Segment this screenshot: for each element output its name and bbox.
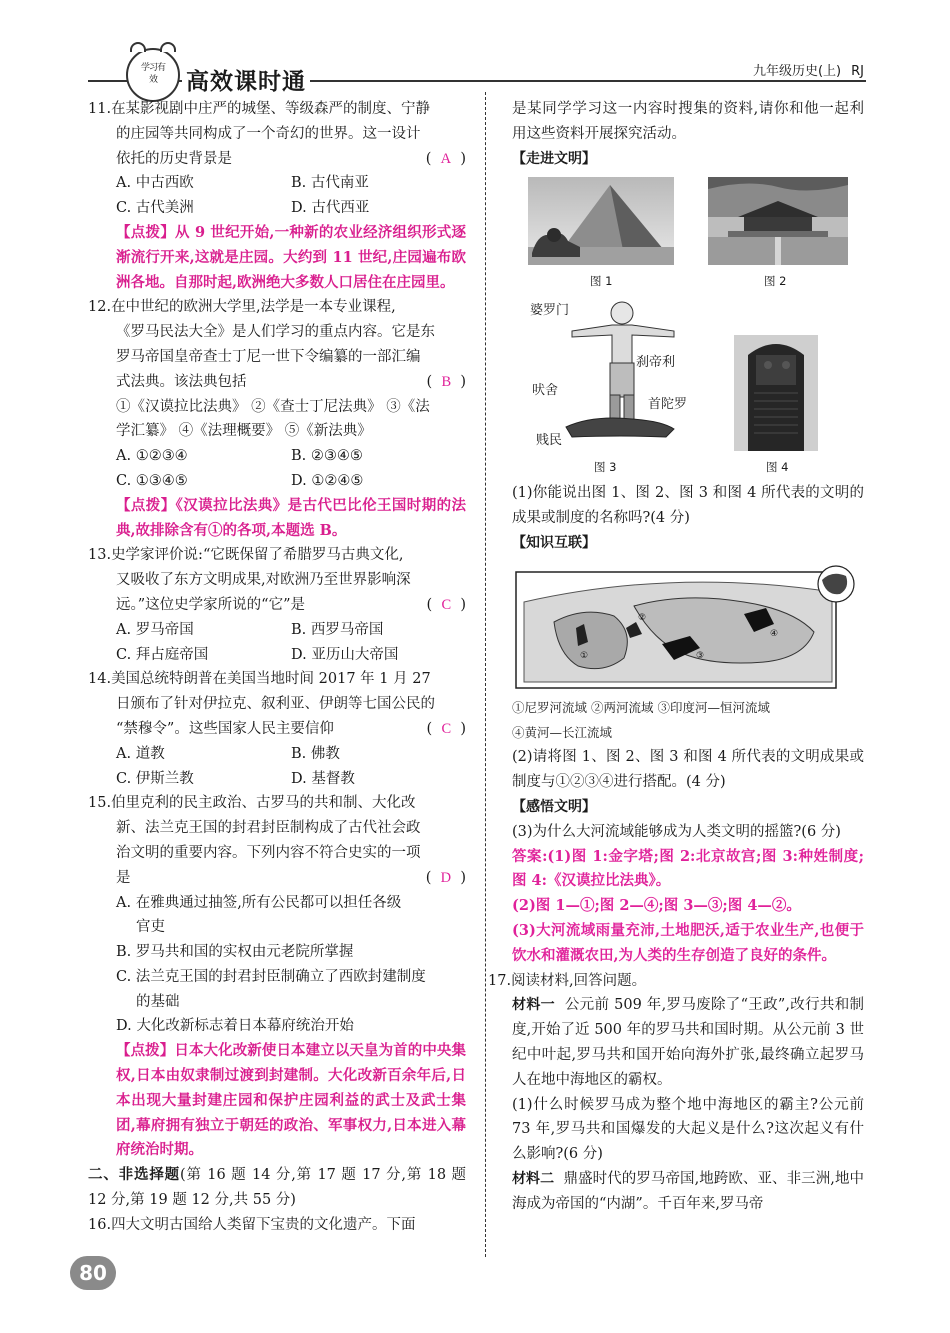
question-text: 治文明的重要内容。下列内容不符合史实的一项: [116, 844, 421, 861]
answer-text: (1)图 1:金字塔;图 2:北京故宫;图 3:种姓制度;图 4:《汉谟拉比法典》。: [512, 847, 864, 890]
option-continued: 官吏: [136, 919, 165, 936]
material-label: 材料二: [512, 1170, 555, 1187]
option: C. 拜占庭帝国: [116, 646, 209, 663]
world-map-icon: [514, 562, 860, 692]
question-text: 伯里克利的民主政治、古罗马的共和制、大化改: [111, 795, 416, 812]
palace-icon: [708, 177, 848, 265]
option: B. 罗马共和国的实权由元老院所掌握: [116, 944, 354, 961]
option: D. 基督教: [291, 770, 355, 787]
option: A. 罗马帝国: [116, 621, 194, 638]
option: A. 在雅典通过抽签,所有公民都可以担任各级: [116, 894, 402, 911]
option: A. ①②③④: [116, 448, 188, 465]
question-text: 是: [116, 869, 131, 886]
map-marker-2: ②: [638, 612, 647, 623]
sub-question-16-1: (1)你能说出图 1、图 2、图 3 和图 4 所代表的文明的成果或制度的名称吗?(4 分): [512, 485, 864, 527]
answer-choice: C: [441, 596, 452, 613]
page-header: [0, 0, 950, 110]
question-text: 式法典。该法典包括: [116, 373, 247, 390]
question-17: [488, 969, 864, 994]
map-marker-3: ③: [696, 650, 705, 661]
stele-icon: [734, 335, 818, 451]
caste-label-shudra: 首陀罗: [648, 397, 688, 413]
option: D. 大化改新标志着日本幕府统治开始: [116, 1018, 354, 1035]
map-marker-4: ④: [770, 628, 779, 639]
option: C. 古代美洲: [116, 200, 194, 217]
option-list: [88, 742, 466, 792]
pyramid-icon: [528, 177, 674, 265]
option-list: [88, 171, 466, 221]
question-text: 日颁布了针对伊拉克、叙利亚、伊朗等七国公民的: [116, 696, 435, 713]
question-text: 阅读材料,回答问题。: [511, 972, 647, 989]
grade-subject: 九年级历史(上): [752, 64, 842, 79]
material-2: [512, 1167, 864, 1217]
material-1: [512, 993, 864, 1092]
hint-tag: 【点拨】: [116, 1042, 175, 1060]
section-tag-feel: 【感悟文明】: [512, 798, 596, 815]
answer-bracket: ( D ): [425, 869, 466, 886]
option: A. 中古西欧: [116, 175, 194, 192]
question-16-continued: 是某同学学习这一内容时搜集的资料,请你和他一起利用这些资料开展探究活动。: [512, 101, 864, 142]
answer-bracket: ( A ): [425, 150, 466, 167]
hint-note: [88, 221, 466, 295]
option: C. 伊斯兰教: [116, 770, 194, 787]
option: B. 古代南亚: [291, 175, 369, 192]
question-text: 依托的历史背景是: [116, 150, 232, 167]
option: D. 亚历山大帝国: [291, 646, 399, 663]
map-marker-1: ①: [580, 650, 589, 661]
option-list: [88, 444, 466, 494]
question-14: [88, 667, 466, 791]
question-text: 四大文明古国给人类留下宝贵的文化遗产。下面: [111, 1216, 416, 1233]
column-divider: [485, 92, 486, 1257]
question-text: 美国总统特朗普在美国当地时间 2017 年 1 月 27: [111, 671, 431, 688]
question-text: 的庄园等共同构成了一个奇幻的世界。这一设计: [116, 125, 421, 142]
hint-tag: 【点拨】: [116, 496, 176, 514]
option-continued: 的基础: [136, 993, 180, 1010]
answer-label: 答案:: [512, 847, 548, 865]
question-number: 16.: [88, 1216, 112, 1233]
answer-choice: B: [441, 373, 452, 390]
caste-label-kshatriya: 刹帝利: [636, 355, 676, 371]
figure-caption: 图 3: [594, 460, 617, 475]
figure-caption: 图 1: [590, 274, 613, 289]
option: C. 法兰克王国的封君封臣制确立了西欧封建制度: [116, 968, 426, 985]
caste-label-vaishya: 吠舍: [532, 383, 559, 399]
sub-question-16-3: (3)为什么大河流域能够成为人类文明的摇篮?(6 分): [512, 823, 841, 840]
option: D. ①②④⑤: [291, 472, 364, 489]
hint-text: 日本大化改新使日本建立以天皇为首的中央集权,日本由奴隶制过渡到封建制。大化改新百余年后,日本出现大量封建庄园和保护庄园利益的武士及武士集团,幕府拥有独立于朝廷的政治、军事权力,日本进入幕府统治时期。: [116, 1042, 467, 1159]
section-heading: [88, 1163, 466, 1213]
sub-question-16-2: (2)请将图 1、图 2、图 3 和图 4 所代表的文明成果或制度与①②③④进行搭配。(4 分): [512, 749, 864, 791]
sub-question-17-1: (1)什么时候罗马成为整个地中海地区的霸主?公元前 73 年,罗马共和国爆发的大起义是什么?这次起义有什么影响?(6 分): [512, 1096, 864, 1163]
question-text: 在某影视剧中庄严的城堡、等级森严的制度、宁静: [111, 101, 431, 117]
option: B. 西罗马帝国: [291, 621, 384, 638]
question-number: 12.: [88, 299, 112, 316]
material-text: 公元前 509 年,罗马废除了“王政”,改行共和制度,开始了近 500 年的罗马共和国时期。从公元前 3 世纪中叶起,罗马共和国开始向海外扩张,最终确立起罗马人在地中海地区的霸权。: [512, 997, 865, 1088]
question-text: 史学家评价说:“它既保留了希腊罗马古典文化,: [111, 547, 404, 564]
edition-label: RJ: [851, 64, 864, 79]
option-list: [88, 618, 466, 668]
option: D. 古代西亚: [291, 200, 370, 217]
question-text: 新、法兰克王国的封君封臣制构成了古代社会政: [116, 820, 421, 837]
question-text: 罗马帝国皇帝查士丁尼一世下令编纂的一部汇编: [116, 348, 421, 365]
question-15: [88, 791, 466, 1163]
header-meta: [753, 60, 864, 79]
question-text: 远。”这位史学家所说的“它”是: [116, 596, 305, 613]
answer-bracket: ( B ): [426, 373, 466, 390]
question-13: [88, 543, 466, 667]
question-text: 《罗马民法大全》是人们学习的重点内容。它是东: [116, 324, 435, 341]
brand-title: 高效课时通: [182, 63, 310, 96]
hint-tag: 【点拨】: [116, 223, 175, 241]
figure-caption: 图 2: [764, 274, 787, 289]
answer-choice: C: [441, 720, 452, 737]
material-text: 鼎盛时代的罗马帝国,地跨欧、亚、非三洲,地中海成为帝国的“内湖”。千百年来,罗马帝: [512, 1170, 865, 1212]
figure-grid: [512, 175, 864, 475]
answer-choice: D: [440, 869, 452, 886]
question-number: 13.: [88, 547, 112, 564]
option: A. 道教: [116, 745, 165, 762]
map-legend: ④黄河—长江流域: [512, 724, 613, 740]
question-number: 11.: [88, 101, 112, 117]
left-column: [88, 97, 466, 1238]
question-text: “禁穆令”。这些国家人民主要信仰: [116, 720, 334, 737]
option: B. 佛教: [291, 745, 340, 762]
caste-label-dalit: 贱民: [536, 433, 563, 449]
page-number-badge: 80: [70, 1256, 116, 1290]
alarm-clock-icon: [126, 48, 180, 102]
caste-label-brahmin: 婆罗门: [530, 303, 570, 319]
section-tag-link: 【知识互联】: [512, 534, 596, 551]
section-scoring: (第 16 题 14 分,第 17 题 17 分,第 18 题 12 分,第 19 题 12 分,共 55 分): [88, 1167, 466, 1209]
question-number: 15.: [88, 795, 112, 812]
answer-block: [512, 845, 864, 895]
question-text: 在中世纪的欧洲大学里,法学是一本专业课程,: [111, 299, 396, 316]
question-number: 14.: [88, 671, 112, 688]
question-16: [88, 1213, 466, 1238]
hint-note: [88, 1039, 466, 1163]
question-text: 又吸收了东方文明成果,对欧洲乃至世界影响深: [116, 572, 411, 589]
stele-photo: [734, 335, 818, 451]
answer-bracket: ( C ): [426, 720, 466, 737]
logo-text: 学习有效: [140, 63, 165, 85]
palace-photo: [708, 177, 848, 265]
section-title: 二、非选择题: [88, 1166, 181, 1184]
answer-choice: A: [440, 150, 452, 167]
figure-caption: 图 4: [766, 460, 789, 475]
question-12: [88, 295, 466, 543]
material-label: 材料一: [512, 997, 555, 1014]
question-11: [88, 97, 466, 295]
section-tag-walk: 【走进文明】: [512, 150, 596, 167]
answer-bracket: ( C ): [426, 596, 466, 613]
item-list: 学汇纂》 ④《法理概要》 ⑤《新法典》: [116, 423, 372, 440]
answer-text: (2)图 1—①;图 2—④;图 3—③;图 4—②。: [512, 897, 801, 915]
hint-text: 从 9 世纪开始,一种新的农业经济组织形式逐渐流行开来,这就是庄园。大约到 11 世纪,庄园遍布欧洲各地。自那时起,欧洲绝大多数人口居住在庄园里。: [116, 223, 467, 291]
hint-note: [88, 494, 466, 544]
question-number: 17.: [488, 972, 512, 989]
hint-text: 《汉谟拉比法典》是古代巴比伦王国时期的法典,故排除含有①的各项,本题选 B。: [116, 496, 466, 539]
river-civilization-map: [514, 562, 860, 692]
item-list: ①《汉谟拉比法典》 ②《查士丁尼法典》 ③《法: [116, 398, 430, 415]
right-column: [488, 97, 865, 1217]
map-legend: ①尼罗河流域 ②两河流域 ③印度河—恒河流域: [512, 699, 770, 715]
pyramid-photo: [528, 177, 674, 265]
option: C. ①③④⑤: [116, 472, 188, 489]
answer-text: (3)大河流域雨量充沛,土地肥沃,适于农业生产,也便于饮水和灌溉农田,为人类的生存创造了良好的条件。: [512, 921, 864, 964]
option: B. ②③④⑤: [291, 448, 363, 465]
